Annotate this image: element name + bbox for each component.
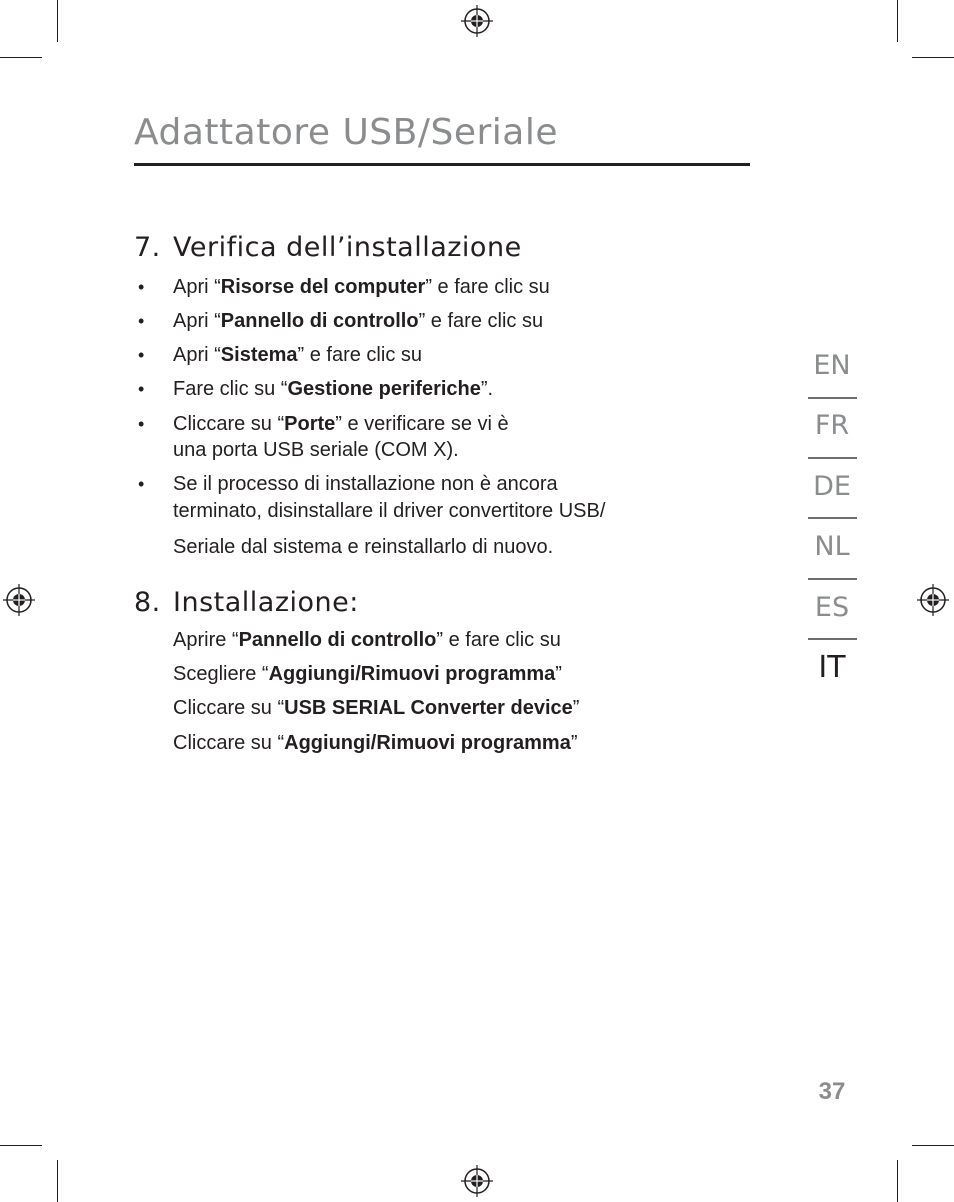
bullet: •	[138, 474, 145, 494]
list-item: Apri “Sistema” e fare clic su	[173, 344, 422, 366]
crop-mark	[57, 0, 58, 42]
list-item: Apri “Risorse del computer” e fare clic su	[173, 276, 550, 298]
language-divider	[808, 457, 857, 459]
list-item-continuation: una porta USB seriale (COM X).	[173, 439, 459, 461]
bullet: •	[138, 277, 145, 297]
page-title: Adattatore USB/Seriale	[134, 112, 558, 153]
list-item: Fare clic su “Gestione periferiche”.	[173, 378, 494, 400]
list-item: Se il processo di installazione non è ancora	[173, 473, 558, 495]
crop-mark	[912, 1145, 954, 1146]
language-tab-fr[interactable]: FR	[814, 410, 850, 441]
step-line: Aprire “Pannello di controllo” e fare clic su	[173, 629, 561, 651]
section-8-heading	[134, 587, 359, 618]
registration-mark-icon	[461, 5, 493, 37]
crop-mark	[0, 57, 42, 58]
crop-mark	[897, 0, 898, 42]
list-item: Cliccare su “Porte” e verificare se vi è	[173, 413, 509, 435]
section-7-heading	[134, 232, 522, 263]
step-line: Scegliere “Aggiungi/Rimuovi programma”	[173, 663, 562, 685]
section-title: Verifica dell’installazione	[173, 232, 522, 263]
language-divider	[808, 517, 857, 519]
list-item-continuation: terminato, disinstallare il driver convertitore USB/	[173, 500, 606, 522]
title-divider	[134, 163, 750, 166]
crop-mark	[0, 1145, 42, 1146]
crop-mark	[912, 57, 954, 58]
page-number: 37	[818, 1078, 846, 1105]
language-tab-es[interactable]: ES	[814, 592, 850, 623]
registration-mark-icon	[3, 584, 35, 616]
step-line: Cliccare su “Aggiungi/Rimuovi programma”	[173, 732, 578, 754]
step-line: Cliccare su “USB SERIAL Converter device”	[173, 697, 580, 719]
language-tab-de[interactable]: DE	[813, 471, 851, 502]
crop-mark	[897, 1160, 898, 1202]
section-title: Installazione:	[173, 587, 359, 618]
bullet: •	[138, 379, 145, 399]
language-tab-it[interactable]: IT	[818, 650, 846, 685]
bullet: •	[138, 414, 145, 434]
bullet: •	[138, 311, 145, 331]
list-item: Apri “Pannello di controllo” e fare clic su	[173, 310, 544, 332]
language-tab-en[interactable]: EN	[813, 350, 851, 381]
list-item-continuation: Seriale dal sistema e reinstallarlo di nuovo.	[173, 536, 554, 558]
section-number: 7.	[134, 232, 161, 263]
registration-mark-icon	[461, 1165, 493, 1197]
section-number: 8.	[134, 587, 161, 618]
language-divider	[808, 397, 857, 399]
crop-mark	[57, 1160, 58, 1202]
language-tab-nl[interactable]: NL	[814, 531, 850, 562]
bullet: •	[138, 345, 145, 365]
language-divider	[808, 578, 857, 580]
registration-mark-icon	[917, 584, 949, 616]
language-divider	[808, 638, 857, 640]
